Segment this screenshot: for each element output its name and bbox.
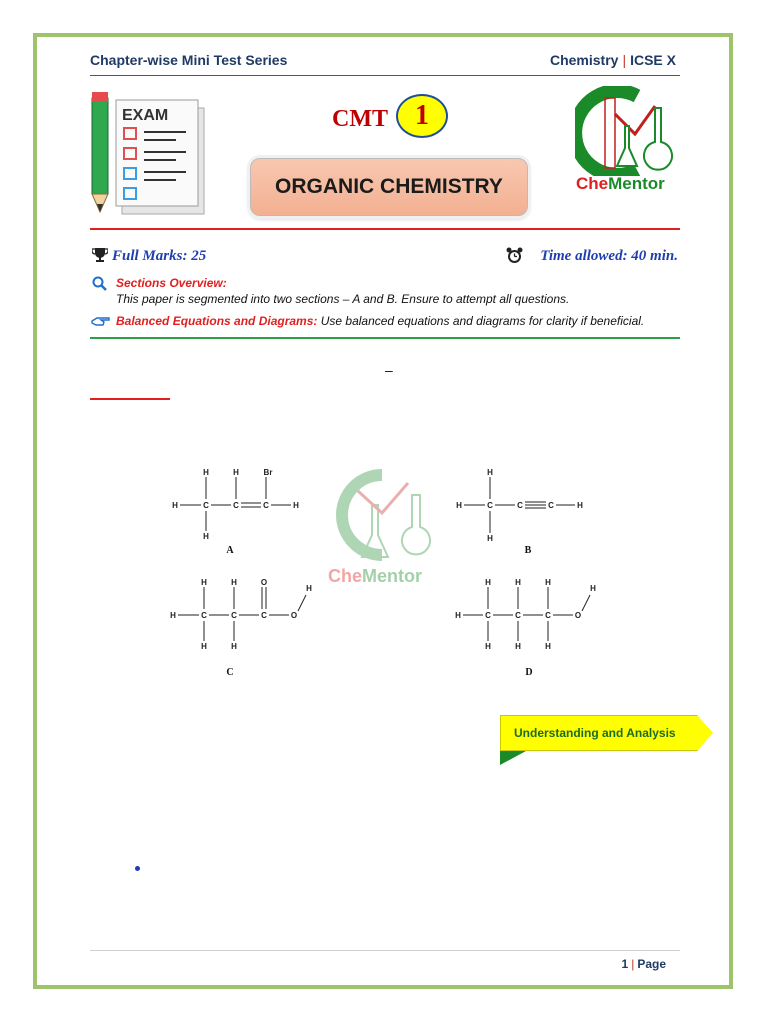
search-icon [92, 276, 107, 291]
molecule-label-b: B [524, 545, 532, 556]
atom-label: H [170, 611, 176, 620]
tag-arrow [697, 715, 713, 751]
atom-label: O [260, 578, 268, 587]
page-label: Page [637, 957, 666, 971]
atom-label: H [577, 501, 583, 510]
atom-label: C [201, 611, 207, 620]
atom-label: C [487, 501, 493, 510]
atom-label: H [590, 584, 596, 593]
chementor-logo-icon [575, 86, 685, 176]
exam-illustration-icon [86, 90, 216, 218]
atom-label: H [485, 578, 491, 587]
brand-che: Che [576, 174, 609, 193]
trophy-icon [92, 247, 108, 263]
balanced-equations-label: Balanced Equations and Diagrams: [116, 314, 318, 328]
cmt-number-badge: 1 [396, 94, 448, 138]
page-number [622, 957, 667, 971]
instructions-divider [90, 337, 680, 339]
atom-label: H [201, 578, 207, 587]
atom-label: H [545, 642, 551, 651]
atom-label: H [203, 468, 209, 477]
atom-label: H [231, 642, 237, 651]
atom-label: C [517, 501, 523, 510]
subject-class [550, 52, 676, 68]
subject: Chemistry [549, 52, 619, 68]
time-allowed: Time allowed: 40 min. [540, 248, 678, 264]
atom-label: H [515, 578, 521, 587]
structural-formulas-figure [150, 455, 620, 685]
understanding-analysis-tag: Understanding and Analysis [500, 715, 698, 751]
atom-label: H [293, 501, 299, 510]
footer-divider [90, 950, 680, 951]
section-dash: – [385, 362, 393, 378]
section-underline [90, 398, 170, 400]
title-divider [90, 228, 680, 230]
separator: | [622, 52, 627, 68]
molecule-label-a: A [226, 545, 234, 556]
chapter-title: ORGANIC CHEMISTRY [250, 158, 528, 216]
pointing-hand-icon [91, 313, 111, 327]
balanced-equations-note [116, 314, 644, 328]
atom-label: O [574, 611, 582, 620]
atom-label: C [545, 611, 551, 620]
atom-label: C [263, 501, 269, 510]
atom-label: H [487, 534, 493, 543]
sections-overview-title: Sections Overview: [116, 276, 227, 290]
bullet-point [135, 866, 140, 871]
watermark-logo-icon [342, 475, 430, 557]
balanced-equations-text: Use balanced equations and diagrams for clarity if beneficial. [317, 314, 645, 328]
atom-label: H [203, 532, 209, 541]
header-divider [90, 75, 680, 76]
atom-label: H [306, 584, 312, 593]
atom-label: C [485, 611, 491, 620]
sections-overview-text: This paper is segmented into two sections – A and B. Ensure to attempt all questions. [116, 292, 570, 306]
atom-label: C [548, 501, 554, 510]
atom-label: H [231, 578, 237, 587]
full-marks: Full Marks: 25 [112, 248, 207, 264]
molecule-label-c: C [226, 667, 234, 678]
class-label: ICSE X [630, 52, 676, 68]
atom-label: C [203, 501, 209, 510]
atom-label: Br [263, 468, 273, 477]
alarm-clock-icon [506, 247, 523, 264]
atom-label: H [545, 578, 551, 587]
cmt-label: CMT [332, 106, 388, 132]
atom-label: H [455, 611, 461, 620]
exam-word: EXAM [122, 107, 169, 124]
molecule-label-d: D [525, 667, 533, 678]
brand-mentor: Mentor [608, 174, 665, 193]
page-num: 1 [621, 957, 629, 971]
atom-label: H [456, 501, 462, 510]
atom-label: H [201, 642, 207, 651]
atom-label: H [233, 468, 239, 477]
atom-label: C [231, 611, 237, 620]
atom-label: H [515, 642, 521, 651]
series-title: Chapter-wise Mini Test Series [90, 52, 288, 68]
atom-label: C [233, 501, 239, 510]
brand-name [576, 174, 665, 194]
atom-label: C [515, 611, 521, 620]
tag-fold [500, 751, 526, 765]
watermark-text: CheMentor [328, 566, 423, 586]
atom-label: H [172, 501, 178, 510]
atom-label: C [261, 611, 267, 620]
atom-label: O [290, 611, 298, 620]
atom-label: H [487, 468, 493, 477]
atom-label: H [485, 642, 491, 651]
page-separator: | [631, 957, 635, 971]
